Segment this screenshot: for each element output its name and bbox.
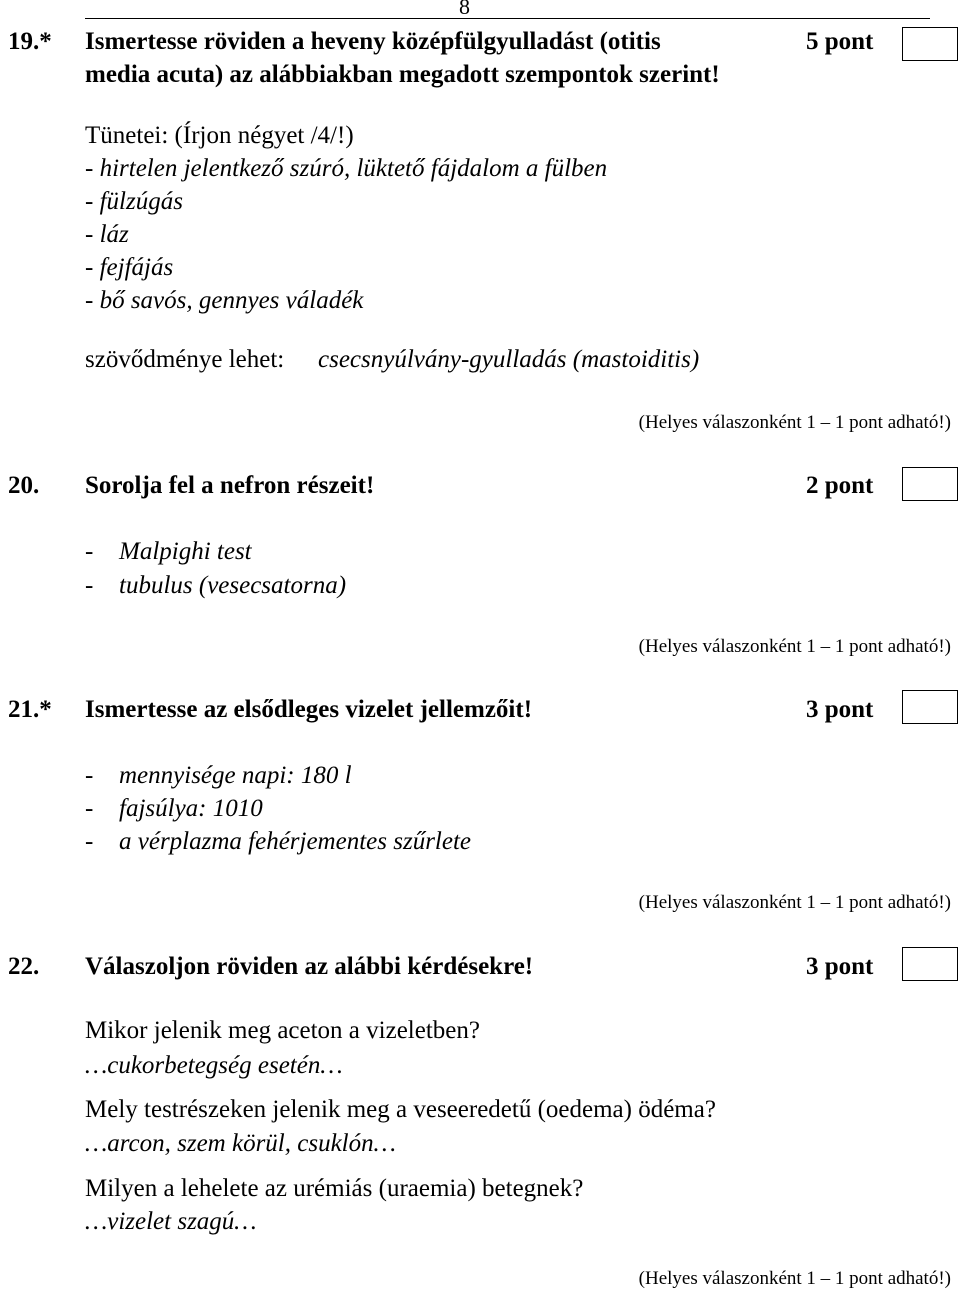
question-22-number: 22. xyxy=(8,953,40,980)
question-21-answer-3-dash: - xyxy=(85,828,94,855)
question-21-score-box[interactable] xyxy=(902,690,958,724)
question-21-number: 21.* xyxy=(8,696,52,723)
question-22-score-box[interactable] xyxy=(902,947,958,981)
question-22-points: 3 pont xyxy=(806,953,874,980)
question-20-score-box[interactable] xyxy=(902,467,958,501)
question-22-answer-3: …vizelet szagú… xyxy=(85,1208,257,1235)
question-20-answer-2-dash: - xyxy=(85,572,94,599)
question-19-complication-label: szövődménye lehet: xyxy=(85,346,285,373)
question-20-answer-1: Malpighi test xyxy=(119,538,252,565)
question-19-title-line1: Ismertesse röviden a heveny középfülgyulladást (otitis xyxy=(85,28,661,55)
question-20-title: Sorolja fel a nefron részeit! xyxy=(85,472,375,499)
question-22-title: Válaszoljon röviden az alábbi kérdésekre! xyxy=(85,953,534,980)
question-21-answer-1-dash: - xyxy=(85,762,94,789)
question-20-number: 20. xyxy=(8,472,40,499)
question-19-answer-4: - fejfájás xyxy=(85,254,174,281)
question-19-answer-2: - fülzúgás xyxy=(85,188,183,215)
question-19-answer-1: - hirtelen jelentkező szúró, lüktető fájdalom a fülben xyxy=(85,155,608,182)
question-22-scoring-note: (Helyes válaszonként 1 – 1 pont adható!) xyxy=(638,1268,951,1289)
question-19-number: 19.* xyxy=(8,28,52,55)
question-19-scoring-note: (Helyes válaszonként 1 – 1 pont adható!) xyxy=(638,412,951,433)
question-21-answer-2: fajsúlya: 1010 xyxy=(119,795,263,822)
question-22-subquestion-1: Mikor jelenik meg aceton a vizeletben? xyxy=(85,1017,480,1044)
question-19-complication-answer: csecsnyúlvány-gyulladás (mastoiditis) xyxy=(318,346,700,373)
question-20-points: 2 pont xyxy=(806,472,874,499)
question-19-points: 5 pont xyxy=(806,28,874,55)
question-22-subquestion-3: Milyen a lehelete az urémiás (uraemia) betegnek? xyxy=(85,1175,584,1202)
question-21-points: 3 pont xyxy=(806,696,874,723)
question-19-title-line2: media acuta) az alábbiakban megadott szempontok szerint! xyxy=(85,61,720,88)
page-number: 8 xyxy=(459,0,470,19)
question-21-title: Ismertesse az elsődleges vizelet jellemzőit! xyxy=(85,696,533,723)
question-19-subheading: Tünetei: (Írjon négyet /4/!) xyxy=(85,122,354,149)
question-21-answer-3: a vérplazma fehérjementes szűrlete xyxy=(119,828,472,855)
question-19-answer-3: - láz xyxy=(85,221,129,248)
question-21-scoring-note: (Helyes válaszonként 1 – 1 pont adható!) xyxy=(638,892,951,913)
question-21-answer-1: mennyisége napi: 180 l xyxy=(119,762,352,789)
question-19-score-box[interactable] xyxy=(902,27,958,61)
question-21-answer-2-dash: - xyxy=(85,795,94,822)
question-20-answer-1-dash: - xyxy=(85,538,94,565)
question-20-scoring-note: (Helyes válaszonként 1 – 1 pont adható!) xyxy=(638,636,951,657)
question-22-subquestion-2: Mely testrészeken jelenik meg a veseeredetű (oedema) ödéma? xyxy=(85,1096,716,1123)
header-rule xyxy=(85,18,930,19)
question-20-answer-2: tubulus (vesecsatorna) xyxy=(119,572,347,599)
question-22-answer-1: …cukorbetegség esetén… xyxy=(85,1052,343,1079)
question-19-answer-5: - bő savós, gennyes váladék xyxy=(85,287,364,314)
question-22-answer-2: …arcon, szem körül, csuklón… xyxy=(85,1130,396,1157)
